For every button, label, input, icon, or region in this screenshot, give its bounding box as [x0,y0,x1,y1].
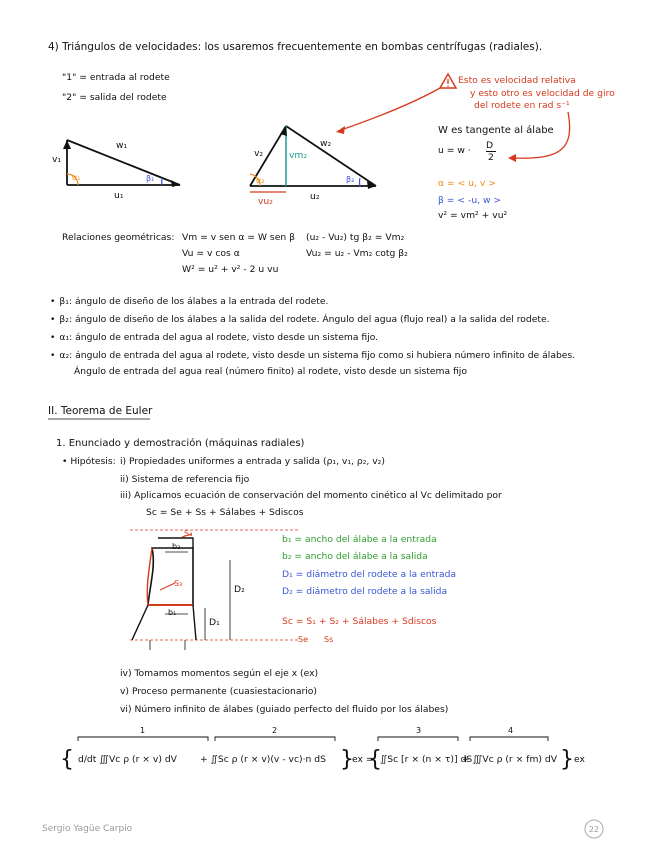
legend-inlet: "1" = entrada al rodete [62,72,170,83]
figure-s4-label: S₄ [184,529,193,538]
bullet-beta1: • β₁: ángulo de diseño de los álabes a la entrada del rodete. [50,296,328,307]
hypothesis-iv: iv) Tomamos momentos según el eje x (ex) [120,668,319,679]
tri2-u-label: u₂ [310,191,320,202]
equation-term-4: + ∭Vc ρ (r × fm) dV [462,754,558,765]
author-footer: Sergio Yagüe Carpio [42,824,133,834]
figure-b2-label: b₂ [172,542,181,551]
w-tangent-note: W es tangente al álabe [438,125,554,136]
equation-term-1: d/dt ∭Vc ρ (r × v) dV [78,754,177,765]
tri2-vu-label: vu₂ [258,196,273,207]
equation-term-4-number: 4 [508,726,514,735]
relation-vu2: Vu₂ = u₂ - Vm₂ cotg β₂ [306,248,408,259]
velocity-squared-definition: v² = vm² + vu² [438,210,508,221]
tri2-alpha-label: α₂ [256,176,265,185]
annotation-rotation-speed-1: y esto otro es velocidad de giro [470,88,615,99]
control-surface-decomposition: Sc = S₁ + S₂ + Sálabes + Sdiscos [282,616,437,627]
tri1-alpha-label: α₁ [72,173,81,182]
hypotheses-label: • Hipótesis: [62,456,116,467]
hypothesis-i: i) Propiedades uniformes a entrada y salida (ρ₁, v₁, ρ₂, v₂) [120,456,385,467]
tri1-w-label: w₁ [116,140,128,151]
definition-b1: b₁ = ancho del álabe a la entrada [282,534,437,545]
annotation-relative-velocity: Esto es velocidad relativa [458,75,576,86]
section-euler-title: II. Teorema de Euler [48,405,153,417]
relations-label: Relaciones geométricas: [62,232,175,243]
page-number: 22 [588,825,600,834]
definition-d2: D₂ = diámetro del rodete a la salida [282,586,448,597]
u-formula: u = w · [438,145,471,156]
relation-vm: Vm = v sen α = W sen β [182,232,295,243]
annotation-rotation-speed-2: del rodete en rad s⁻¹ [474,100,570,111]
equation-open-brace: { [60,747,74,772]
subsection-statement-title: 1. Enunciado y demostración (máquinas radiales) [56,438,305,449]
control-surface-equation: Sc = Se + Ss + Sálabes + Sdiscos [146,507,304,518]
hypothesis-v: v) Proceso permanente (cuasiestacionario) [120,686,318,697]
tri1-beta-label: β₁ [146,174,155,183]
equation-term-2-number: 2 [272,726,278,735]
equation-close-brace: } [340,747,354,772]
equation-term-1-number: 1 [140,726,146,735]
tri2-v-label: v₂ [254,148,264,159]
relation-tg-beta2: (u₂ - Vu₂) tg β₂ = Vm₂ [306,232,405,243]
relation-vu: Vu = v cos α [182,248,240,259]
bullet-beta2: • β₂: ángulo de diseño de los álabes a la salida del rodete. Ángulo del agua (flujo real) a la salida del rodete. [50,314,550,325]
u-formula-denominator: 2 [488,152,494,163]
bullet-alpha2: • α₂: ángulo de entrada del agua al rodete, visto desde un sistema fijo como si hubiera número infinito de álabes. [50,350,575,361]
relation-w2: W² = u² + v² - 2 u vu [182,264,279,275]
relative-velocity-arrow [336,88,440,134]
hypothesis-vi: vi) Número infinito de álabes (guiado perfecto del fluido por los álabes) [120,704,449,715]
equation-open-brace-2: { [368,747,382,772]
figure-b1-label: b₁ [168,608,177,617]
tri2-beta-label: β₂ [346,175,355,184]
hypothesis-iii: iii) Aplicamos ecuación de conservación del momento cinético al Vc delimitado por [120,490,502,501]
warning-icon [440,74,456,88]
legend-outlet: "2" = salida del rodete [62,92,167,103]
bullet-alpha2-continuation: Ángulo de entrada del agua real (número finito) al rodete, visto desde un sistema fijo [74,366,467,377]
rotation-speed-arrow [508,112,570,162]
figure-d1-label: D₁ [209,617,220,628]
control-surface-entry-label: Se [298,635,308,644]
bullet-alpha1: • α₁: ángulo de entrada del agua al rodete, visto desde un sistema fijo. [50,332,378,343]
tri2-vm-label: vm₂ [289,150,308,161]
velocity-triangle-outlet [250,126,376,192]
tri2-w-label: w₂ [320,138,332,149]
equation-term-2: + ∬Sc ρ (r × v)(v - vc)·n dS [200,754,326,765]
tri1-u-label: u₁ [114,190,124,201]
figure-d2-label: D₂ [234,584,245,595]
alpha-definition: α = < u, v > [438,178,496,189]
control-surface-exit-label: Ss [324,635,334,644]
equation-braces [78,737,548,741]
beta-definition: β = < -u, w > [438,195,502,206]
equation-term-3: ∬Sc [r × (n × τ)] dS [380,754,473,765]
equation-close-brace-2: } [560,747,574,772]
section-4-title: 4) Triángulos de velocidades: los usaremos frecuentemente en bombas centrífugas (radiales). [48,41,543,53]
impeller-section-figure [130,530,300,650]
definition-b2: b₂ = ancho del álabe a la salida [282,551,428,562]
hypothesis-ii: ii) Sistema de referencia fijo [120,474,250,485]
equation-ex-rhs: ex [574,754,585,765]
u-formula-numerator: D [486,140,494,151]
definition-d1: D₁ = diámetro del rodete a la entrada [282,569,457,580]
equation-term-3-number: 3 [416,726,422,735]
tri1-v-label: v₁ [52,154,62,165]
equation-ex-lhs: ex = [352,754,374,765]
figure-s3-label: S₃ [174,579,183,588]
